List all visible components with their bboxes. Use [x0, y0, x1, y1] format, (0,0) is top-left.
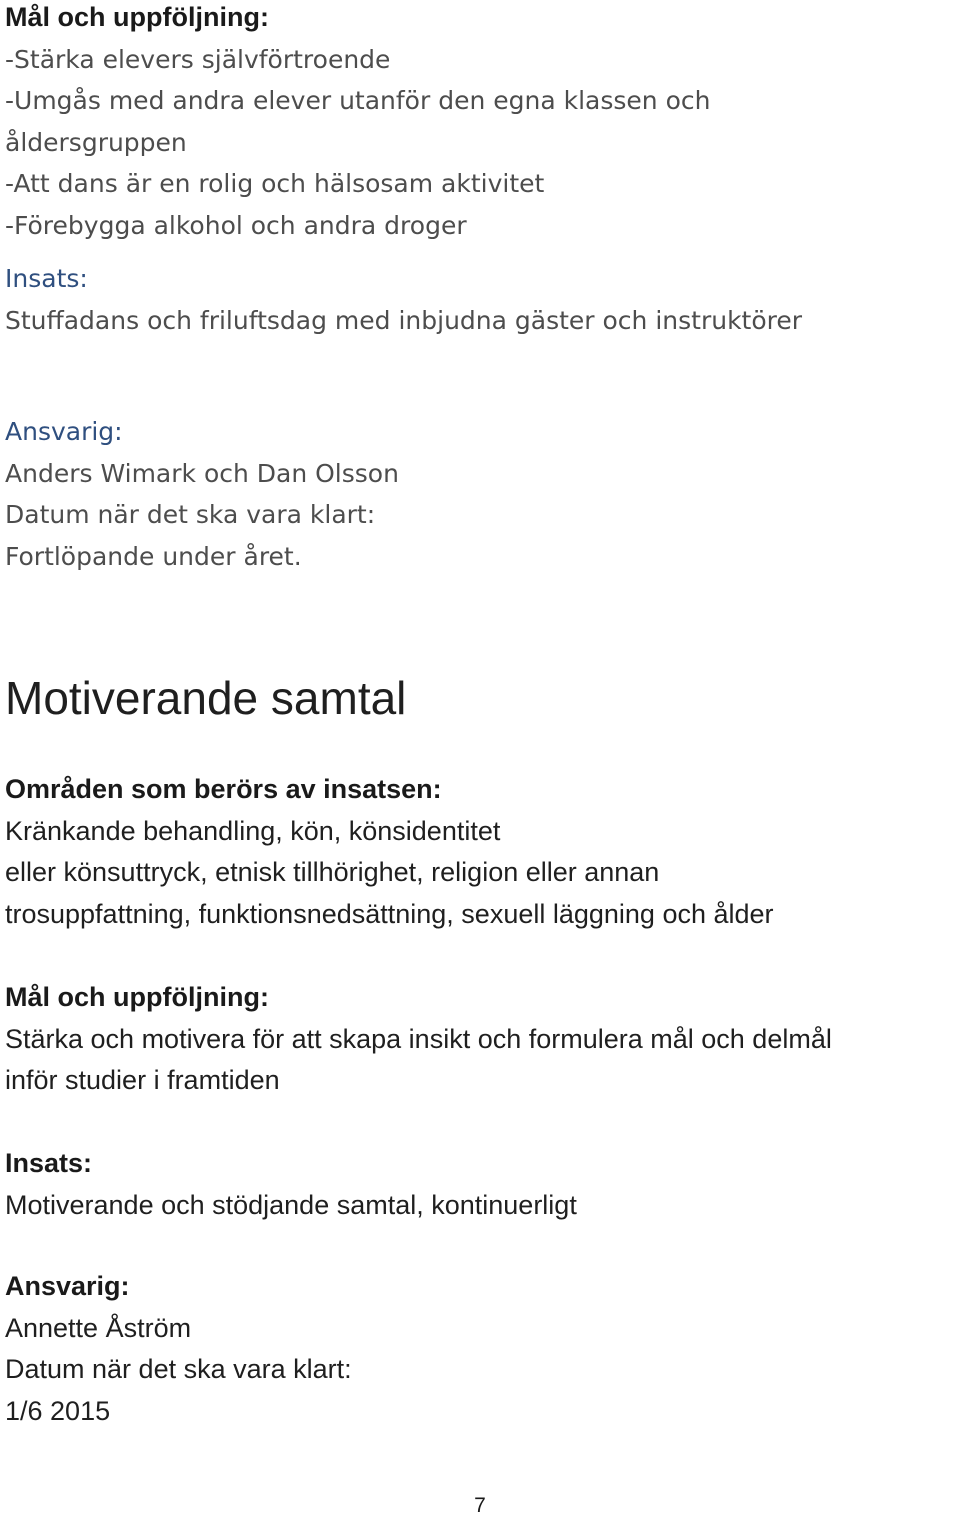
section2-area-2: eller könsuttryck, etnisk tillhörighet, religion eller annan [5, 857, 660, 887]
section1-responsible [5, 411, 960, 577]
section1-goal-4: -Att dans är en rolig och hälsosam aktivitet [5, 169, 545, 198]
section1-responsible-label: Ansvarig: [5, 417, 123, 446]
section2-goals [5, 977, 960, 1102]
section1-effort-label: Insats: [5, 264, 88, 293]
section2-goal-1: Stärka och motivera för att skapa insikt och formulera mål och delmål [5, 1023, 832, 1054]
section2-responsible-text: Annette Åström [5, 1312, 192, 1343]
page-number: 7 [474, 1494, 486, 1517]
section1-responsible-text: Anders Wimark och Dan Olsson [5, 458, 399, 488]
section2-areas [5, 769, 960, 935]
section2-title: Motiverande samtal [5, 672, 407, 724]
section1-goal-2: -Umgås med andra elever utanför den egna klassen och [5, 86, 711, 115]
section1-effort-text: Stuffadans och friluftsdag med inbjudna gäster och instruktörer [5, 305, 803, 335]
section2-area-3: trosuppfattning, funktionsnedsättning, sexuell läggning och ålder [5, 898, 774, 929]
section2-responsible-label: Ansvarig: [5, 1271, 130, 1301]
section2-goals-label: Mål och uppföljning: [5, 982, 269, 1012]
section2-area-1: Kränkande behandling, kön, könsidentitet [5, 815, 501, 846]
section1-goals-label: Mål och uppföljning: [5, 2, 269, 32]
section1-goal-3: åldersgruppen [5, 127, 187, 157]
section2-effort [5, 1143, 960, 1226]
section2-responsible [5, 1266, 960, 1432]
section2-goal-2: inför studier i framtiden [5, 1065, 280, 1095]
section1-goal-1: -Stärka elevers självförtroende [5, 44, 391, 74]
section2-effort-label: Insats: [5, 1148, 93, 1178]
section1-date-text: Fortlöpande under året. [5, 541, 302, 571]
section2-date-text: 1/6 2015 [5, 1395, 111, 1426]
section1-goal-5: -Förebygga alkohol och andra droger [5, 210, 467, 240]
section2-effort-text: Motiverande och stödjande samtal, kontinuerligt [5, 1189, 577, 1220]
section1-effort [5, 258, 960, 341]
section1-date-label: Datum när det ska vara klart: [5, 500, 376, 529]
section2-areas-label: Områden som berörs av insatsen: [5, 774, 442, 804]
section2-date-label: Datum när det ska vara klart: [5, 1354, 352, 1384]
section1-goals [5, 0, 960, 246]
